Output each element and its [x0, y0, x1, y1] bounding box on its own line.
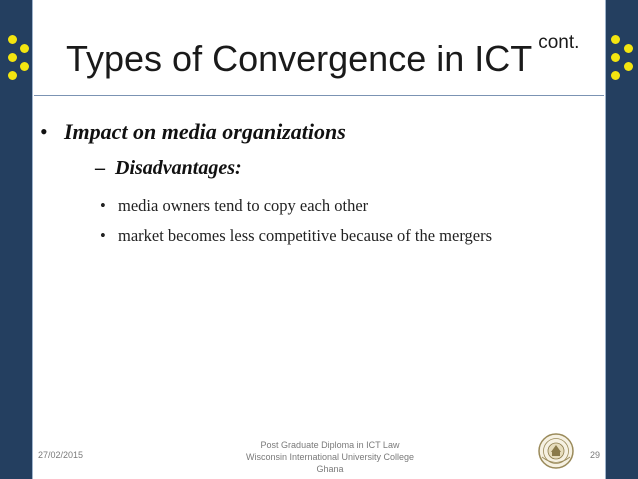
decorative-dot [624, 62, 633, 71]
bullet-level3 [100, 226, 492, 246]
bullet-level1-text: Impact on media organizations [64, 119, 346, 144]
decorative-dot [624, 44, 633, 53]
footer-line: Ghana [316, 464, 344, 474]
bullet-level3-text: market becomes less competitive because of the mergers [118, 226, 493, 245]
decorative-dot [611, 35, 620, 44]
university-seal-logo-icon [537, 432, 575, 475]
footer-line: Post Graduate Diploma in ICT Law [260, 440, 400, 450]
bullet-level2 [95, 157, 242, 180]
bullet-level3 [100, 196, 368, 216]
decorative-dot [611, 71, 620, 80]
decorative-dot [8, 53, 17, 62]
page-number: 29 [589, 450, 600, 460]
bullet-marker: • [100, 196, 106, 215]
slide-title-superscript: cont. [538, 32, 580, 53]
dash-marker: – [95, 157, 105, 179]
footer-center-text [200, 439, 460, 475]
slide-title [66, 32, 580, 80]
bullet-level1 [40, 119, 346, 145]
decorative-dot [20, 62, 29, 71]
bullet-level3-text: media owners tend to copy each other [118, 196, 369, 215]
footer-line: Wisconsin International University College [245, 452, 415, 462]
decorative-dot [8, 35, 17, 44]
bullet-level2-text: Disadvantages: [115, 157, 242, 179]
right-sidebar-decoration [605, 0, 638, 479]
decorative-dot [8, 71, 17, 80]
footer-date: 27/02/2015 [38, 450, 84, 460]
slide-title-text: Types of Convergence in ICT [66, 38, 533, 79]
bullet-marker: • [100, 226, 106, 245]
bullet-marker: • [40, 119, 48, 144]
left-sidebar-decoration [0, 0, 33, 479]
title-divider [34, 95, 604, 96]
decorative-dot [20, 44, 29, 53]
decorative-dot [611, 53, 620, 62]
